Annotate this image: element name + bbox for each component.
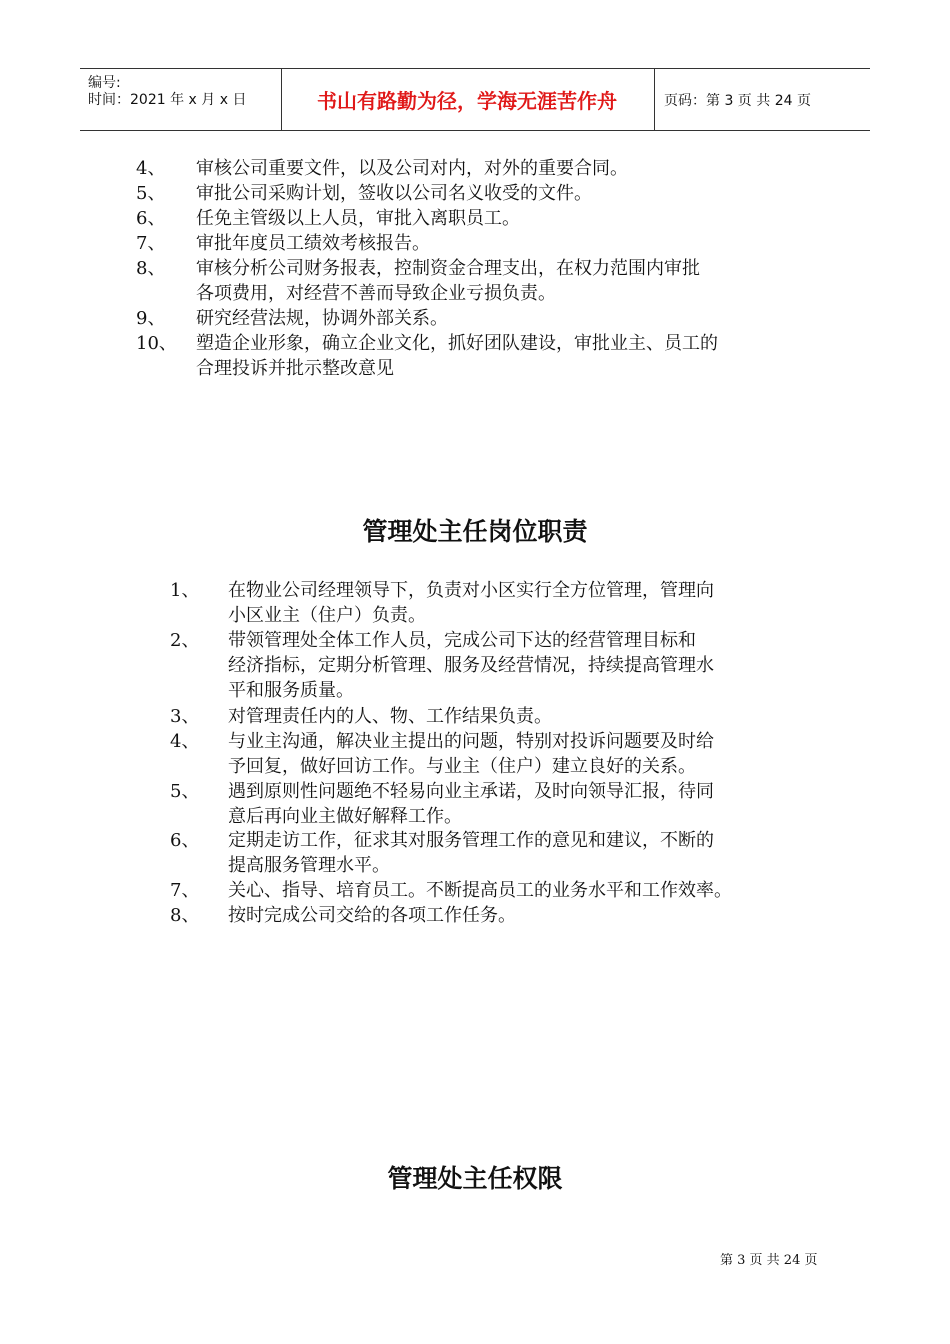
list-item-text: 遇到原则性问题绝不轻易向业主承诺，及时向领导汇报，待同 意后再向业主做好解释工作。 [228, 781, 714, 827]
page-header [80, 68, 870, 131]
list-item-text: 任免主管级以上人员，审批入离职员工。 [196, 208, 520, 229]
list-item-number: 8、 [170, 905, 200, 926]
list-item-number: 8、 [136, 258, 166, 279]
list-item-text: 带领管理处全体工作人员，完成公司下达的经营管理目标和 经济指标，定期分析管理、服务及经营情况，持续提高管理水 平和服务质量。 [228, 630, 714, 701]
list-item-number: 6、 [136, 208, 166, 229]
section-title: 管理处主任岗位职责 [362, 517, 588, 546]
list-item-number: 2、 [170, 630, 200, 651]
serial-label: 编号: [88, 75, 121, 91]
list-item-number: 10、 [136, 333, 177, 354]
header-divider [654, 69, 655, 130]
list-item-text: 审核分析公司财务报表，控制资金合理支出，在权力范围内审批 各项费用，对经营不善而导致企业亏损负责。 [196, 258, 700, 304]
list-item-number: 5、 [136, 183, 166, 204]
list-item-text: 审批公司采购计划，签收以公司名义收受的文件。 [196, 183, 592, 204]
list-item-text: 在物业公司经理领导下，负责对小区实行全方位管理，管理向 小区业主（住户）负责。 [228, 580, 714, 626]
list-item-number: 9、 [136, 308, 166, 329]
list-item-text: 对管理责任内的人、物、工作结果负责。 [228, 706, 552, 727]
list-item-number: 4、 [170, 731, 200, 752]
list-item-text: 关心、指导、培育员工。不断提高员工的业务水平和工作效率。 [228, 880, 732, 901]
list-item-number: 5、 [170, 781, 200, 802]
header-motto: 书山有路勤为径，学海无涯苦作舟 [317, 89, 617, 113]
list-item-number: 4、 [136, 158, 166, 179]
section-title: 管理处主任权限 [387, 1164, 563, 1193]
header-meta [80, 69, 280, 130]
list-item-text: 研究经营法规，协调外部关系。 [196, 308, 448, 329]
list-item-text: 塑造企业形象，确立企业文化，抓好团队建设，审批业主、员工的 合理投诉并批示整改意见 [196, 333, 718, 379]
list-item-number: 6、 [170, 830, 200, 851]
list-item-number: 7、 [136, 233, 166, 254]
list-item-text: 按时完成公司交给的各项工作任务。 [228, 905, 516, 926]
list-item-number: 7、 [170, 880, 200, 901]
list-item-number: 3、 [170, 706, 200, 727]
list-item-text: 定期走访工作，征求其对服务管理工作的意见和建议，不断的 提高服务管理水平。 [228, 830, 714, 876]
time-label: 时间：2021 年 x 月 x 日 [88, 92, 247, 108]
list-item-text: 审核公司重要文件，以及公司对内，对外的重要合同。 [196, 158, 628, 179]
page-footer: 第 3 页 共 24 页 [720, 1253, 818, 1268]
list-item-text: 审批年度员工绩效考核报告。 [196, 233, 430, 254]
list-item-number: 1、 [170, 580, 200, 601]
list-item-text: 与业主沟通，解决业主提出的问题，特别对投诉问题要及时给 予回复，做好回访工作。与业主（住户）建立良好的关系。 [228, 731, 714, 777]
header-page-number: 页码：第 3 页 共 24 页 [664, 92, 811, 109]
